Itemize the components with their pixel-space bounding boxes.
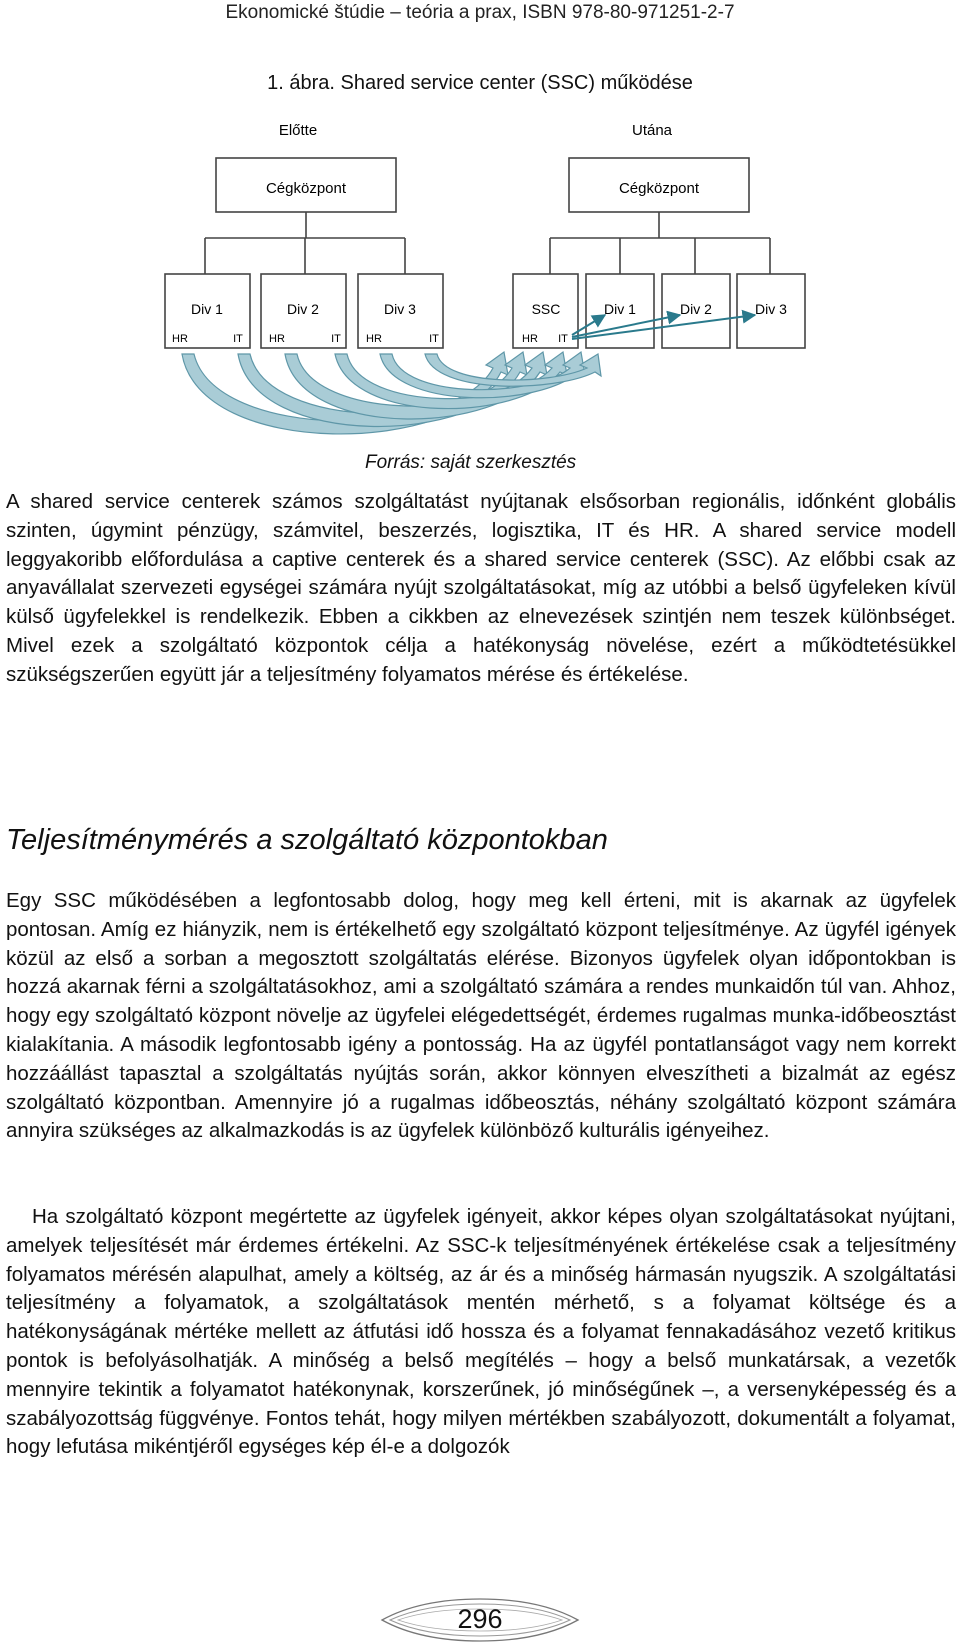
division-name: Div 3 [755,301,787,317]
page-number: 296 [457,1604,503,1634]
ssc-diagram [0,110,960,450]
after-connectors [550,212,770,274]
hr-label: HR [269,333,285,345]
figure-source: Forrás: saját szerkesztés [365,452,577,473]
after-hq-label: Cégközpont [618,180,700,197]
ssc-name: SSC [531,301,561,317]
division-name: Div 1 [191,301,223,317]
after-division-3 [737,274,805,348]
figure-title: 1. ábra. Shared service center (SSC) működése [267,72,693,94]
after-division-1 [586,274,654,348]
it-label: IT [558,333,568,345]
it-label: IT [429,333,439,345]
paragraph-2: Egy SSC működésében a legfontosabb dolog, hogy meg kell érteni, mit is akarnak az ügyfelek pontosan. Amíg ez hiányzik, nem is értékelhető egy szolgáltató központ teljesítménye. Az ügyfél igények közül az első a sorban a megosztott szolgáltatás elérése. Bizonyos ügyfelek olyan időpontokban is hozzá akarnak férni a szolgáltatásokhoz, ami a szolgáltató számára a rendes munkaidőn túl van. Ahhoz, hogy egy szolgáltató központ növelje az ügyfelei elégedettségét, érdemes rugalmas munka-időbeosztást kialakítania. A második legfontosabb igény a pontosság. Ha az ügyfél pontatlanságot vagy nem korrekt hozzáállást tapasztal a szolgáltatás nyújtás során, akkor könnyen elveszítheti a bizalmát az egész szolgáltató központban. Amennyire jó a rugalmas időbeosztás, néhány szolgáltató központ számára annyira szükséges az alkalmazkodás is az ügyfelek különböző kulturális igényeihez. [6,889,956,1143]
it-label: IT [233,333,243,345]
before-hq-label: Cégközpont [265,180,347,197]
paragraph-1: A shared service centerek számos szolgáltatást nyújtanak elsősorban regionális, időnként globális szinten, úgymint pénzügy, számvitel, beszerzés, logisztika, IT és HR. A shared service modell leggyakoribb előfordulása a captive centerek és a shared service centerek (SSC). Az előbbi csak az anyavállalat szervezeti egységei számára nyújt szolgáltatásokat, míg az utóbbi a belső ügyfeleken kívül külső ügyfelekkel is rendelkezik. Ebben a cikkben az elnevezések szintjén nem teszek különbséget. Mivel ezek a szolgáltató központok célja a hatékonyság növelése, ezért a működtetésükkel szükségszerűen együtt jár a teljesítmény folyamatos mérése és értékelése. [6,490,956,686]
division-name: Div 1 [604,301,636,317]
running-header: Ekonomické štúdie – teória a prax, ISBN 978-80-971251-2-7 [225,2,735,23]
division-name: Div 3 [384,301,416,317]
before-division-3 [358,274,443,348]
after-label: Utána [631,122,673,139]
before-label: Előtte [278,122,318,139]
before-division-2 [261,274,346,348]
migration-arrows [182,352,601,434]
page-number-badge [380,1595,580,1645]
hr-label: HR [172,333,188,345]
before-division-1 [165,274,250,348]
before-connectors [205,212,405,274]
hr-label: HR [366,333,382,345]
after-division-2 [662,274,730,348]
division-name: Div 2 [287,301,319,317]
it-label: IT [331,333,341,345]
paragraph-3: Ha szolgáltató központ megértette az ügyfelek igényeit, akkor képes olyan szolgáltatásokat nyújtani, amelyek teljesítését már érdemes értékelni. Az SSC-k teljesítményének értékelése csak a teljesítmény folyamatos mérésén alapulhat, amely a költség, az ár és a minőség hármasán nyugszik. A szolgáltatási teljesítmény a folyamatok, a szolgáltatások mentén mérhető, s a folyamat költsége és a hatékonyságának mértéke mellett az átfutási idő hossza és a folyamat fennakadásához vezető kritikus pontok is befolyásolhatják. A minőség a belső megítélés – hogy a belső munkatársak, a vezetők mennyire tekintik a folyamatot hatékonynak, korszerűnek, jó minőségűnek –, a versenyképesség és a szabályozottság függvénye. Fontos tehát, hogy milyen mértékben szabályozott, dokumentált a folyamat, hogy lefutása mikéntjéről egységes kép él-e a dolgozók [6,1205,956,1459]
hr-label: HR [522,333,538,345]
after-ssc-box [513,274,578,348]
division-name: Div 2 [680,301,712,317]
section-heading: Teljesítménymérés a szolgáltató központokban [6,824,608,856]
